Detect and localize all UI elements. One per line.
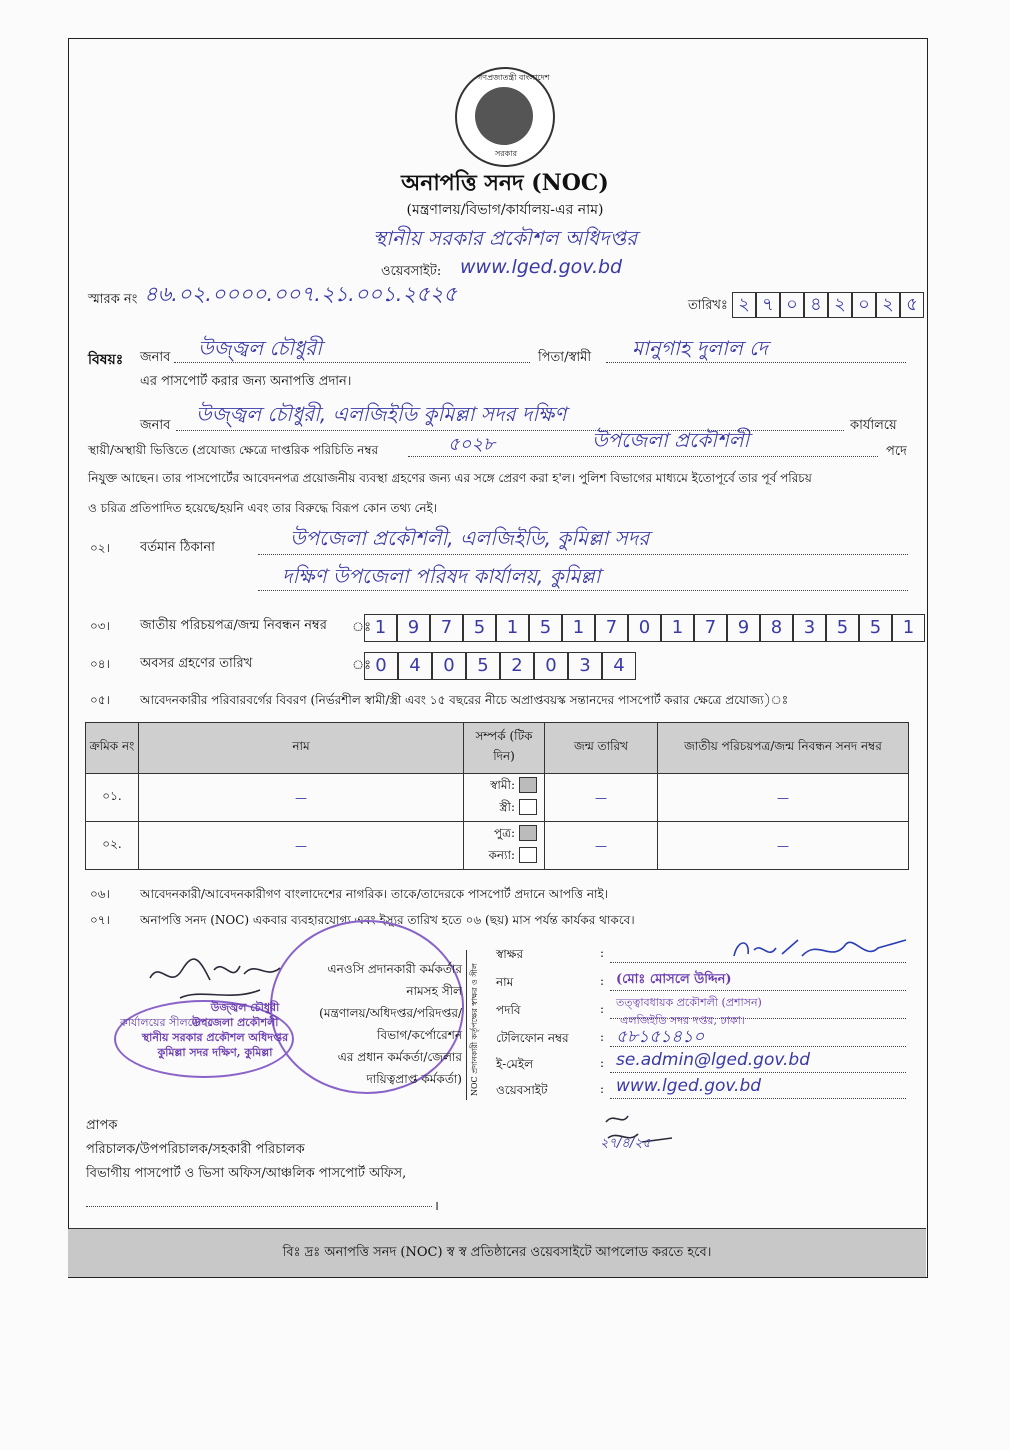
note-07: অনাপত্তি সনদ (NOC) একবার ব্যবহারযোগ্য এবং ইস্যুর তারিখ হতে ০৬ (ছয়) মাস পর্যন্ত কার্যকর থাকবে। — [140, 913, 635, 927]
document-subtitle: (মন্ত্রণালয়/বিভাগ/কার্যালয়-এর নাম) — [406, 202, 604, 218]
row-relation — [464, 822, 545, 870]
recipient-label: প্রাপক — [86, 1118, 118, 1133]
relation-wife-label: স্ত্রী: — [499, 799, 515, 814]
website-value: www.lged.gov.bd — [460, 256, 623, 278]
footer-note: বিঃ দ্রঃ অনাপত্তি সনদ (NOC) স্ব স্ব প্রতিষ্ঠানের ওয়েবসাইটে আপলোড করতে হবে। — [68, 1228, 926, 1277]
header-name: নাম — [139, 723, 464, 774]
signatory-field-value: www.lged.gov.bd — [616, 1076, 762, 1096]
nid-colon: ঃ — [352, 620, 372, 635]
noc-side-bar — [466, 950, 483, 1100]
husband-checkbox[interactable] — [519, 777, 537, 793]
table-row — [86, 822, 909, 870]
nid-digit: 8 — [760, 614, 793, 642]
officer-signature — [728, 930, 928, 970]
date-boxes — [732, 292, 924, 318]
applicant-stamp-dept: স্থানীয় সরকার প্রকৌশল অধিদপ্তর — [141, 1031, 289, 1044]
date-digit: ৫ — [900, 292, 924, 318]
nid-digit: 7 — [430, 614, 463, 642]
nid-label: জাতীয় পরিচয়পত্র/জন্ম নিবন্ধন নম্বর — [140, 618, 327, 633]
row-nid: — — [658, 774, 909, 822]
memo-label: স্মারক নং — [88, 292, 138, 307]
government-seal — [455, 67, 555, 167]
son-checkbox[interactable] — [519, 825, 537, 841]
family-label: আবেদনকারীর পরিবারবর্গের বিবরণ (নির্ভরশীল স্বামী/স্ত্রী এবং ১৫ বছরের নীচে অপ্রাপ্তবয়স্ক সন্তানদের পাসপোর্ট করার ক্ষেত্রে প্রযোজ্য)ঃ — [140, 693, 789, 707]
officer-stamp-sub: এলজিইডি সদর দপ্তর, ঢাকা। — [620, 1014, 745, 1027]
recipient-end: । — [434, 1199, 439, 1214]
signatory-field-label: ই-মেইল — [496, 1057, 534, 1071]
applicant-stamp-post: উপজেলা প্রকৌশলী — [191, 1016, 279, 1029]
family-table-header — [86, 723, 909, 774]
address-value-1: উপজেলা প্রকৌশলী, এলজিইডি, কুমিল্লা সদর — [290, 526, 650, 550]
recipient-line-2: বিভাগীয় পাসপোর্ট ও ভিসা অফিস/আঞ্চলিক পাসপোর্ট অফিস, — [86, 1166, 407, 1181]
applicant-stamp-name: উজ্জ্বল চৌধুরী — [210, 1001, 280, 1014]
address-value-2: দক্ষিণ উপজেলা পরিষদ কার্যালয়, কুমিল্লা — [282, 564, 601, 588]
subject-line2: এর পাসপোর্ট করার জন্য অনাপত্তি প্রদান। — [140, 374, 352, 389]
signatory-field-colon: : — [600, 1082, 605, 1096]
wife-checkbox[interactable] — [519, 799, 537, 815]
nid-digit: 5 — [859, 614, 892, 642]
signatory-field-colon: : — [600, 946, 605, 960]
signatory-field-colon: : — [600, 1002, 605, 1016]
retire-digit: 2 — [500, 652, 534, 680]
designation-value: উপজেলা প্রকৌশলী — [592, 428, 750, 452]
date-digit: ০ — [852, 292, 876, 318]
officer-stamp-name: (মোঃ মোসলে উদ্দিন) — [616, 972, 732, 987]
family-table — [85, 722, 909, 870]
signatory-field-label: নাম — [496, 975, 514, 989]
father-label: পিতা/স্বামী — [538, 350, 592, 365]
retire-digit: 0 — [432, 652, 466, 680]
row-serial: ০২. — [86, 822, 139, 870]
header-relation: সম্পর্ক (টিক দিন) — [464, 723, 545, 774]
relation-daughter-label: কন্যা: — [488, 847, 515, 862]
subject-janab: জনাব — [140, 350, 171, 365]
relation-husband-label: স্বামী: — [490, 777, 515, 792]
nid-digit: 1 — [364, 614, 397, 642]
seal-bottom-text: সরকার — [495, 149, 518, 158]
item-04-number: ০৪। — [90, 657, 110, 671]
nid-digit: 5 — [826, 614, 859, 642]
retire-label: অবসর গ্রহণের তারিখ — [140, 656, 253, 671]
note-06: আবেদনকারী/আবেদনকারীগণ বাংলাদেশের নাগরিক। তাকে/তাদেরকে পাসপোর্ট প্রদানে আপত্তি নাই। — [140, 887, 609, 901]
date-digit: ৪ — [804, 292, 828, 318]
nid-digit: 1 — [661, 614, 694, 642]
nid-digit: 5 — [529, 614, 562, 642]
nid-digit: 1 — [562, 614, 595, 642]
retire-colon: ঃ — [352, 658, 372, 673]
date-digit: ২ — [732, 292, 756, 318]
father-name: মানুগাহ দুলাল দে — [632, 336, 768, 360]
signatory-field-value: se.admin@lged.gov.bd — [616, 1050, 811, 1070]
retire-boxes — [364, 652, 636, 680]
table-row — [86, 774, 909, 822]
signatory-field-line — [610, 1098, 906, 1099]
post-suffix: পদে — [886, 444, 907, 459]
row-name: — — [139, 774, 464, 822]
row-dob: — — [545, 822, 658, 870]
retire-digit: 0 — [364, 652, 398, 680]
row-relation — [464, 774, 545, 822]
date-digit: ০ — [780, 292, 804, 318]
nid-digit: 7 — [694, 614, 727, 642]
recipient-line-1: পরিচালক/উপপরিচালক/সহকারী পরিচালক — [86, 1142, 305, 1157]
retire-digit: 3 — [568, 652, 602, 680]
signatory-field-label: টেলিফোন নম্বর — [496, 1031, 569, 1045]
nid-digit: 5 — [463, 614, 496, 642]
nid-digit: 1 — [892, 614, 925, 642]
website-label: ওয়েবসাইট: — [381, 264, 442, 279]
document-title: অনাপত্তি সনদ (NOC) — [401, 170, 609, 196]
date-digit: ২ — [876, 292, 900, 318]
signatory-line-3: (মন্ত্রণালয়/অধিদপ্তর/পরিদপ্তর/ — [319, 1006, 462, 1020]
signatory-field-value: ৫৮১৫১৪১০ — [616, 1027, 705, 1047]
date-digit: ৭ — [756, 292, 780, 318]
signatory-field-label: পদবি — [496, 1003, 521, 1017]
office-name: স্থানীয় সরকার প্রকৌশল অধিদপ্তর — [372, 226, 638, 250]
date-label: তারিখঃ — [688, 298, 728, 313]
address-label: বর্তমান ঠিকানা — [140, 540, 215, 555]
row-name: — — [139, 822, 464, 870]
signatory-field-colon: : — [600, 974, 605, 988]
header-nid: জাতীয় পরিচয়পত্র/জন্ম নিবন্ধন সনদ নম্বর — [658, 723, 909, 774]
row-nid: — — [658, 822, 909, 870]
signatory-field-line — [610, 1072, 906, 1073]
date-digit: ২ — [828, 292, 852, 318]
name-office-value: উজ্জ্বল চৌধুরী, এলজিইডি কুমিল্লা সদর দক্ষিণ — [196, 402, 567, 426]
subject-label: বিষয়ঃ — [88, 352, 124, 368]
nid-digit: 7 — [595, 614, 628, 642]
signatory-line-4: বিভাগ/কর্পোরেশন — [377, 1028, 462, 1042]
item-03-number: ০৩। — [90, 619, 110, 633]
body-para-2: ও চরিত্র প্রতিপাদিত হয়েছে/হয়নি এবং তার বিরুদ্ধে বিরূপ কোন তথ্য নেই। — [88, 501, 438, 515]
body-para-1: নিযুক্ত আছেন। তার পাসপোর্টের আবেদনপত্র প্রয়োজনীয় ব্যবস্থা গ্রহণের জন্য এর সঙ্গে প্রেরণ করা হ'ল। পুলিশ বিভাগের মাধ্যমে ইতোপূর্বে তার পূর্ব পরিচয় — [88, 471, 812, 485]
signatory-line-5: এর প্রধান কর্মকর্তা/জেলার — [337, 1050, 462, 1064]
nid-boxes — [364, 614, 925, 642]
office-suffix: কার্যালয়ে — [850, 418, 897, 433]
nid-digit: 0 — [628, 614, 661, 642]
retire-digit: 4 — [602, 652, 636, 680]
nid-digit: 1 — [496, 614, 529, 642]
id-value: ৫০২৮ — [448, 434, 495, 455]
applicant-stamp-text — [130, 1000, 300, 1060]
line2-prefix: স্থায়ী/অস্থায়ী ভিত্তিতে (প্রযোজ্য ক্ষেত্রে দাপ্তরিক পরিচিতি নম্বর — [88, 443, 379, 457]
retire-digit: 5 — [466, 652, 500, 680]
applicant-name: উজ্জ্বল চৌধুরী — [198, 336, 322, 360]
row-dob: — — [545, 774, 658, 822]
seal-emblem-icon — [475, 87, 533, 145]
body-janab: জনাব — [140, 418, 171, 433]
retire-digit: 4 — [398, 652, 432, 680]
row-serial: ০১. — [86, 774, 139, 822]
nid-digit: 9 — [397, 614, 430, 642]
header-serial: ক্রমিক নং — [86, 723, 139, 774]
noc-side-text: NOC প্রদানকারী কর্তৃপক্ষের স্বাক্ষর ও সীল — [470, 963, 479, 1096]
applicant-stamp-office: কুমিল্লা সদর দক্ষিণ, কুমিল্লা — [157, 1046, 273, 1059]
retire-digit: 0 — [534, 652, 568, 680]
signatory-field-colon: : — [600, 1030, 605, 1044]
nid-digit: 3 — [793, 614, 826, 642]
officer-stamp-post: তত্ত্বাবধায়ক প্রকৌশলী (প্রশাসন) — [616, 996, 762, 1009]
signatory-field-label: ওয়েবসাইট — [496, 1083, 548, 1097]
nid-digit: 9 — [727, 614, 760, 642]
item-02-number: ০২। — [90, 541, 110, 555]
signatory-field-label: স্বাক্ষর — [496, 947, 524, 961]
relation-son-label: পুত্র: — [493, 825, 515, 840]
initial-date: ২৭/৪/২৫ — [600, 1136, 651, 1151]
daughter-checkbox[interactable] — [519, 847, 537, 863]
item-06-number: ০৬। — [90, 887, 110, 901]
memo-value: ৪৬.০২.০০০০.০০৭.২১.০০১.২৫২৫ — [144, 282, 457, 306]
signatory-line-1: এনওসি প্রদানকারী কর্মকর্তার — [327, 962, 462, 976]
seal-label: কার্যালয়ের সীলমোহর — [120, 1016, 214, 1029]
header-dob: জন্ম তারিখ — [545, 723, 658, 774]
signatory-line-2: নামসহ সীল — [406, 984, 462, 998]
item-05-number: ০৫। — [90, 693, 110, 707]
signatory-line-6: দায়িত্বপ্রাপ্ত কর্মকর্তা) — [366, 1072, 462, 1086]
item-07-number: ০৭। — [90, 913, 110, 927]
recipient-line-3 — [86, 1206, 432, 1207]
seal-top-text: গণপ্রজাতন্ত্রী বাংলাদেশ — [477, 73, 550, 82]
signatory-left-text — [300, 958, 462, 1090]
signatory-field-colon: : — [600, 1056, 605, 1070]
